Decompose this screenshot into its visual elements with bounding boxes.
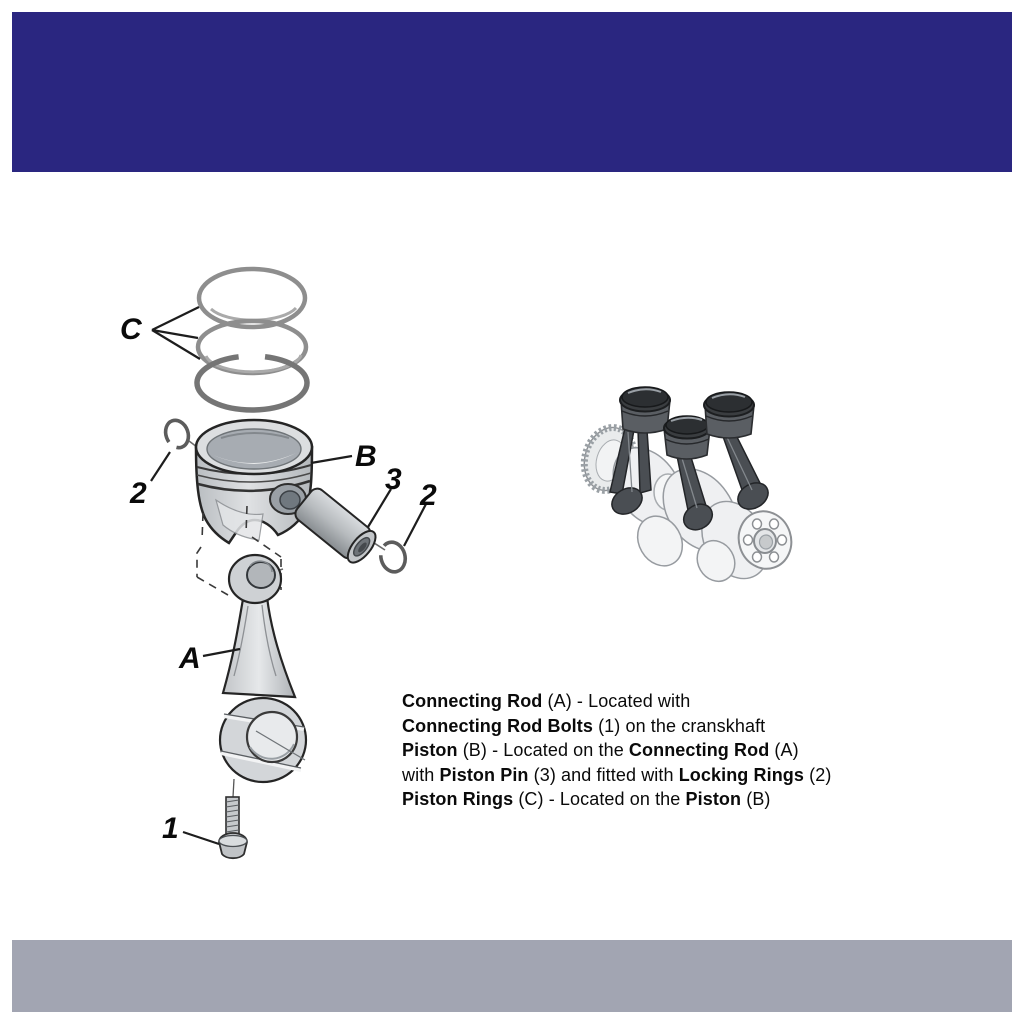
label-lock-right: 2 [420, 479, 437, 512]
crankshaft-assembly-art [577, 387, 799, 591]
label-piston: B [355, 440, 377, 473]
locking-ring-left [162, 417, 192, 451]
assembly-piston-3 [704, 392, 754, 438]
big-end-bore [247, 712, 297, 762]
description-line: Connecting Rod Bolts (1) on the cranskhaft [402, 715, 766, 736]
description-line: Piston Rings (C) - Located on the Piston (B) [402, 789, 771, 809]
label-lock-left: 2 [130, 477, 147, 510]
label-c-group [120, 307, 200, 359]
rod-bolt-art [219, 779, 247, 858]
assembly-piston-2 [664, 416, 710, 459]
description-line: Connecting Rod (A) - Located with [402, 691, 691, 711]
description-line: Piston (B) - Located on the Connecting Rod (A) [402, 740, 799, 760]
connecting-rod-art [220, 555, 306, 782]
description-line: with Piston Pin (3) and fitted with Locking Rings (2) [402, 764, 832, 785]
label-bolt: 1 [162, 812, 179, 845]
piston-art [196, 420, 312, 543]
assembly-piston-1 [620, 387, 670, 433]
description-text [402, 689, 902, 812]
piston-rings-art [197, 269, 307, 410]
label-rod: A [179, 642, 201, 675]
label-pin: 3 [385, 463, 402, 496]
label-rings: C [120, 313, 142, 346]
oil-ring [197, 356, 307, 410]
